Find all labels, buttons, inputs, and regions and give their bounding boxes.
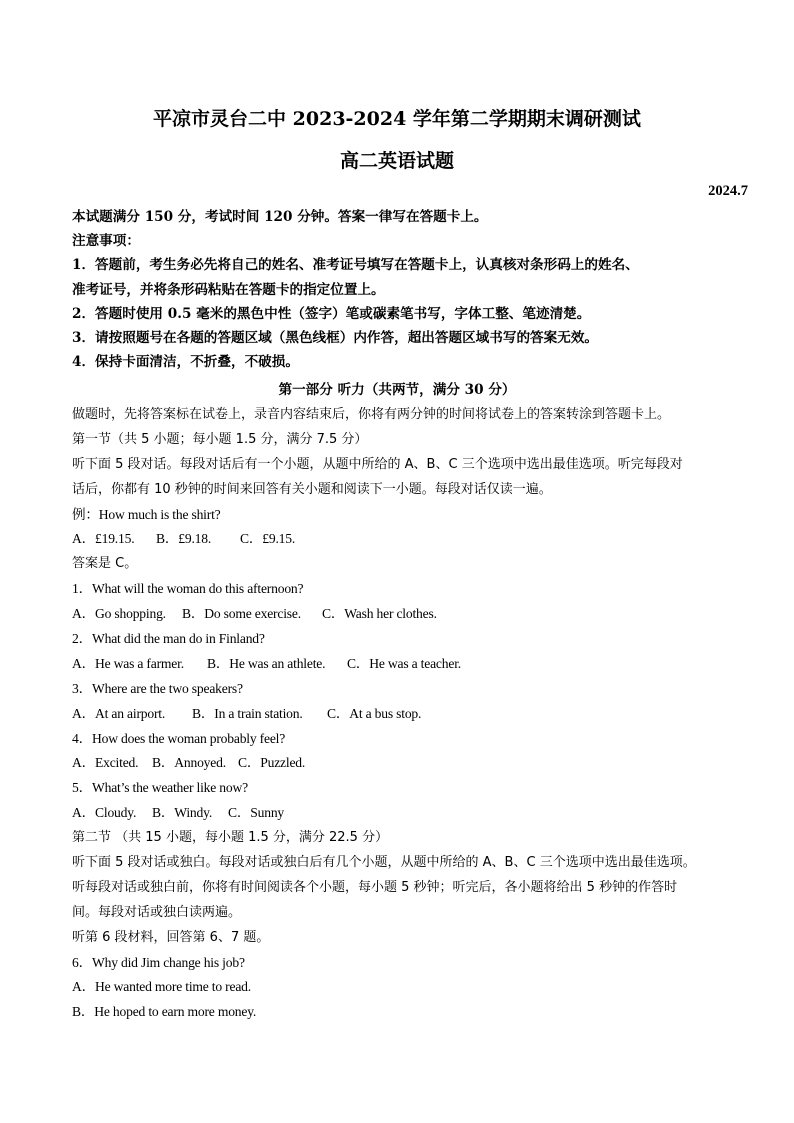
example-option-c: C．£9.15.	[240, 531, 296, 547]
part1-instruction: 做题时，先将答案标在试卷上，录音内容结束后，你将有两分钟的时间将试卷上的答案转涂到答题卡上。	[72, 407, 671, 422]
q2-option-a: A．He was a farmer.	[72, 655, 184, 671]
q2-option-b: B．He was an athlete.	[207, 655, 326, 671]
q5-option-a: A．Cloudy.	[72, 805, 137, 821]
notice-block	[72, 205, 732, 374]
question-3-options	[72, 702, 732, 727]
notice-item-1-line-2: 准考证号，并将条形码粘贴在答题卡的指定位置上。	[72, 281, 385, 298]
exam-date: 2024.7	[708, 183, 748, 199]
section2-heading: 第二节 （共 15 小题，每小题 1.5 分，满分 22.5 分）	[72, 830, 389, 846]
section2-directions-line-3: 间。每段对话或独白读两遍。	[72, 904, 242, 920]
example-option-b: B．£9.18.	[156, 531, 212, 547]
section1-directions-line-2: 话后，你都有 10 秒钟的时间来回答有关小题和阅读下一小题。每段对话仅读一遍。	[72, 481, 552, 497]
exam-subtitle: 高二英语试题	[339, 150, 454, 172]
section1-heading: 第一节（共 5 小题；每小题 1.5 分，满分 7.5 分）	[72, 431, 368, 447]
example-options	[72, 527, 732, 552]
q5-option-c: C．Sunny	[228, 805, 285, 821]
section1-directions-line-1: 听下面 5 段对话。每段对话后有一个小题，从题中所给的 A、B、C 三个选项中选出最佳选项。听完每段对	[72, 456, 683, 472]
question-1: 1．What will the woman do this afternoon?	[72, 581, 304, 597]
q1-option-b: B．Do some exercise.	[182, 606, 301, 622]
question-5-options	[72, 801, 732, 826]
notice-heading: 注意事项：	[72, 233, 140, 250]
q3-option-a: A．At an airport.	[72, 705, 166, 721]
example-question: 例：How much is the shirt?	[72, 506, 221, 522]
exam-title: 平凉市灵台二中 2023-2024 学年第二学期期末调研测试	[153, 108, 641, 130]
question-3: 3．Where are the two speakers?	[72, 680, 243, 696]
q3-option-b: B．In a train station.	[192, 705, 303, 721]
listening-section	[72, 403, 732, 1025]
material-6-intro: 听第 6 段材料，回答第 6、7 题。	[72, 929, 270, 945]
q4-option-c: C．Puzzled.	[238, 755, 306, 771]
notice-item-1-line-1: 1．答题前，考生务必先将自己的姓名、准考证号填写在答题卡上，认真核对条形码上的姓名、	[72, 257, 639, 274]
q6-option-a: A．He wanted more time to read.	[72, 979, 251, 995]
question-6: 6．Why did Jim change his job?	[72, 954, 245, 970]
notice-item-2: 2．答题时使用 0.5 毫米的黑色中性（签字）笔或碳素笔书写，字体工整、笔迹清楚。	[72, 305, 591, 322]
example-option-a: A．£19.15.	[72, 531, 135, 547]
notice-intro: 本试题满分 150 分，考试时间 120 分钟。答案一律写在答题卡上。	[72, 209, 488, 225]
question-5: 5．What’s the weather like now?	[72, 780, 248, 796]
q2-option-c: C．He was a teacher.	[347, 655, 461, 671]
q5-option-b: B．Windy.	[152, 805, 213, 821]
question-2: 2．What did the man do in Finland?	[72, 631, 265, 647]
question-4: 4．How does the woman probably feel?	[72, 730, 286, 746]
question-2-options	[72, 652, 732, 677]
notice-item-3: 3．请按照题号在各题的答题区域（黑色线框）内作答，超出答题区域书写的答案无效。	[72, 329, 599, 346]
q4-option-a: A．Excited.	[72, 755, 139, 771]
q1-option-a: A．Go shopping.	[72, 606, 166, 622]
part1-heading: 第一部分 听力（共两节，满分 30 分）	[278, 382, 516, 398]
q1-option-c: C．Wash her clothes.	[322, 606, 437, 622]
question-4-options	[72, 751, 732, 776]
example-answer: 答案是 C。	[72, 556, 138, 572]
section2-directions-line-1: 听下面 5 段对话或独白。每段对话或独白后有几个小题，从题中所给的 A、B、C 三个选项中选出最佳选项。	[72, 855, 696, 871]
q4-option-b: B．Annoyed.	[152, 755, 226, 771]
question-1-options	[72, 602, 732, 627]
q3-option-c: C．At a bus stop.	[327, 705, 422, 721]
notice-item-4: 4．保持卡面清洁，不折叠，不破损。	[72, 354, 299, 371]
q6-option-b: B．He hoped to earn more money.	[72, 1004, 257, 1020]
section2-directions-line-2: 听每段对话或独白前，你将有时间阅读各个小题，每小题 5 秒钟；听完后，各小题将给出 5 秒钟的作答时	[72, 879, 678, 895]
